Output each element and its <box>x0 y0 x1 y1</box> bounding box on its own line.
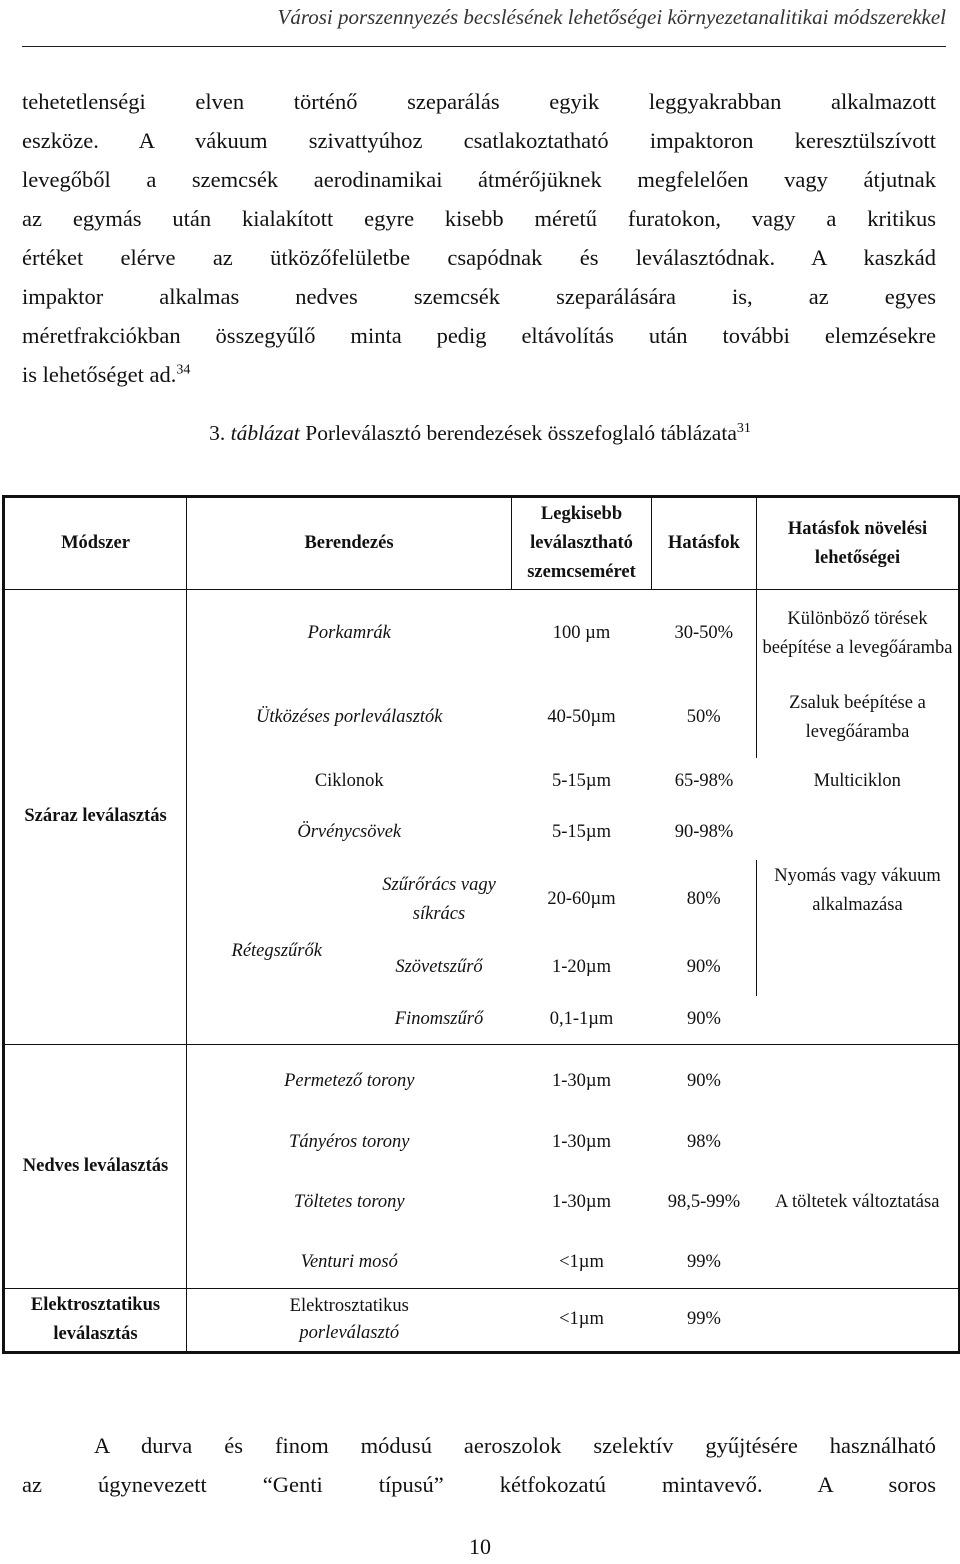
eff-cell: 90% <box>687 1009 721 1029</box>
eff-cell: 99% <box>652 1288 757 1352</box>
improve-cell: A töltetek változtatása <box>775 1191 940 1212</box>
text-line: méretfrakciókban összegyűlő minta pedig eltávolítás után további elemzésekre <box>22 323 936 348</box>
size-cell: <1µm <box>559 1252 604 1273</box>
text-line: értéket elérve az ütközőfelületbe csapódnak és leválasztódnak. A kaszkád <box>22 245 936 270</box>
size-cell: 5-15µm <box>552 771 611 791</box>
header-title: Városi porszennyezés becslésének lehetőségei környezetanalitikai módszerekkel <box>277 5 946 29</box>
improve-cell: Zsaluk beépítése a levegőáramba <box>757 678 960 758</box>
device-line-a: Elektrosztatikus <box>289 1295 409 1316</box>
text-line: tehetetlenségi elven történő szeparálás egyik leggyakrabban alkalmazott <box>22 89 936 114</box>
caption-ref: 31 <box>736 420 751 436</box>
bottom-paragraph <box>22 1426 936 1504</box>
improve-cell: Multiciklon <box>813 771 901 791</box>
improve-cell: Nyomás vagy vákuum alkalmazása <box>757 860 960 996</box>
improve-cell: Különböző törések beépítése a levegőáramba <box>757 590 960 678</box>
intro-paragraph <box>22 82 936 394</box>
caption-text: Porleválasztó berendezések összefoglaló táblázata <box>305 421 737 445</box>
eff-cell: 50% <box>686 707 721 727</box>
size-cell: 40-50µm <box>547 707 616 727</box>
size-cell: 5-15µm <box>552 822 611 842</box>
device-cell: Töltetes torony <box>293 1191 405 1212</box>
text-line-last <box>22 355 936 394</box>
subdevice-cell: Finomszűrő <box>394 1009 484 1029</box>
size-cell: 1-30µm <box>552 1131 611 1152</box>
eff-cell: 80% <box>686 889 721 909</box>
method-electro: Elektrosztatikus leválasztás <box>4 1288 187 1352</box>
page-number: 10 <box>469 1534 491 1559</box>
method-wet: Nedves leválasztás <box>4 1044 187 1288</box>
size-cell: 0,1-1µm <box>549 1009 614 1029</box>
size-cell: 20-60µm <box>547 889 616 909</box>
subdevice-cell: Szűrőrács vagy síkrács <box>382 874 496 924</box>
device-cell: Venturi mosó <box>300 1252 398 1273</box>
size-cell: <1µm <box>512 1288 652 1352</box>
device-cell <box>187 1288 512 1352</box>
eff-cell: 90% <box>686 957 721 977</box>
device-line-b: porleválasztó <box>299 1322 400 1343</box>
header-rule <box>22 46 946 47</box>
header-min-size: Legkisebb leválasztható szemcseméret <box>512 497 652 590</box>
device-cell: Permetező torony <box>187 1044 512 1118</box>
eff-cell: 90-98% <box>674 822 734 842</box>
empty-cell <box>757 1118 960 1166</box>
text-line: eszköze. A vákuum szivattyúhoz csatlakoztatható impaktoron keresztülszívott <box>22 128 936 153</box>
separator-table <box>2 495 960 1354</box>
eff-cell: 98,5-99% <box>667 1191 741 1212</box>
text-line: A durva és finom módusú aeroszolok szelektív gyűjtésére használható <box>94 1433 936 1458</box>
table-header-row <box>4 497 960 590</box>
size-cell: 1-30µm <box>552 1191 611 1212</box>
text-line: is lehetőséget ad. <box>22 362 177 387</box>
method-dry: Száraz leválasztás <box>4 590 187 1045</box>
eff-cell: 30-50% <box>674 623 734 644</box>
size-cell: 100 µm <box>552 623 611 644</box>
eff-cell: 98% <box>687 1131 721 1152</box>
empty-cell <box>757 1288 960 1352</box>
table-row <box>4 590 960 678</box>
text-line: az egymás után kialakított egyre kisebb méretű furatokon, vagy a kritikus <box>22 206 936 231</box>
device-cell: Ütközéses porleválasztók <box>187 678 512 758</box>
device-cell: Tányéros torony <box>289 1131 410 1152</box>
running-header <box>0 0 960 40</box>
empty-cell <box>757 1044 960 1118</box>
device-cell: Ciklonok <box>314 771 384 791</box>
table-caption <box>0 421 960 446</box>
table-row <box>4 1288 960 1352</box>
eff-cell: 65-98% <box>674 771 734 791</box>
eff-cell: 99% <box>687 1252 721 1273</box>
text-line: levegőből a szemcsék aerodinamikai átmérőjüknek megfelelően vagy átjutnak <box>22 167 936 192</box>
empty-cell <box>757 806 960 860</box>
caption-label: táblázat <box>230 421 300 445</box>
header-method: Módszer <box>4 497 187 590</box>
size-cell: 1-30µm <box>512 1044 652 1118</box>
header-improvement: Hatásfok növelési lehetőségei <box>757 497 960 590</box>
text-line: impaktor alkalmas nedves szemcsék szeparálására is, az egyes <box>22 284 936 309</box>
device-cell: Porkamrák <box>187 590 512 678</box>
size-cell: 1-20µm <box>552 957 611 977</box>
subdevice-cell: Szövetszűrő <box>395 957 483 977</box>
header-efficiency: Hatásfok <box>652 497 757 590</box>
text-line: az úgynevezett “Genti típusú” kétfokozatú mintavevő. A soros <box>22 1472 936 1497</box>
device-cell: Örvénycsövek <box>297 822 402 842</box>
caption-number: 3. <box>209 421 226 445</box>
footnote-ref: 34 <box>176 362 191 378</box>
eff-cell: 90% <box>652 1044 757 1118</box>
device-cell: Rétegszűrők <box>187 860 367 1044</box>
empty-cell <box>757 996 960 1044</box>
table-row <box>4 1044 960 1118</box>
empty-cell <box>757 1238 960 1288</box>
header-device: Berendezés <box>187 497 512 590</box>
